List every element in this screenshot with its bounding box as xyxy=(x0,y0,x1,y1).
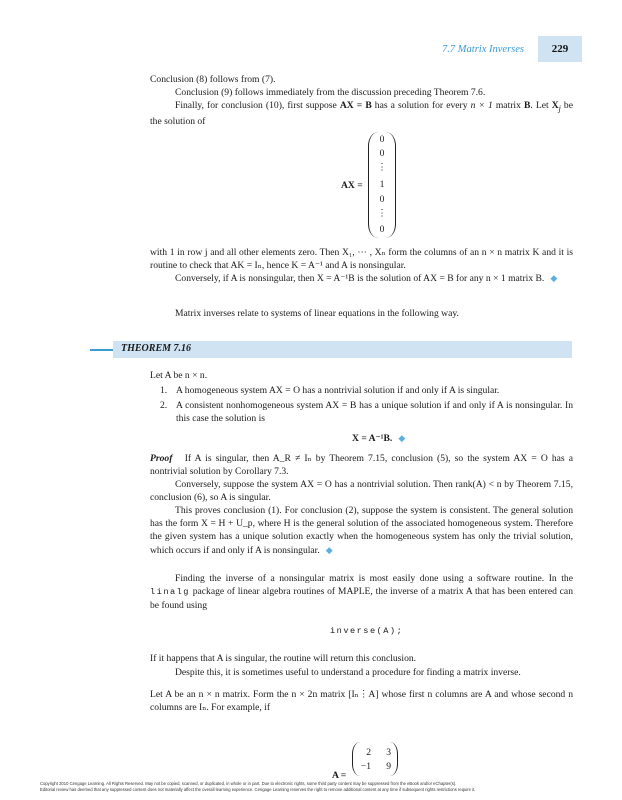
paragraph-despite: Despite this, it is sometimes useful to understand a procedure for finding a matrix inverse. xyxy=(175,667,521,678)
paragraph-singular: If it happens that A is singular, the routine will return this conclusion. xyxy=(150,653,417,664)
vector-entry: ⋮ xyxy=(377,208,387,219)
theorem-label: THEOREM 7.16 xyxy=(121,343,192,354)
vector-entry: 0 xyxy=(379,224,385,235)
paragraph-conclusion-10: Finally, for conclusion (10), first suppose AX = B has a solution for every n × 1 matrix B. Let $X_j$ be the solution of xyxy=(150,100,573,128)
theorem-intro: Let A be n × n. xyxy=(150,370,208,381)
paragraph-conclusion-8: Conclusion (8) follows from (7). xyxy=(150,74,276,85)
copyright-line: Copyright 2010 Cengage Learning. All Rights Reserved. May not be copied, scanned, or duplicated, in whole or in part. Due to electronic rights, some third party content may be suppressed from the eBook and/or eChapter(s). xyxy=(40,781,457,786)
running-header xyxy=(442,36,582,62)
section-title: 7.7 Matrix Inverses xyxy=(442,43,524,55)
vector-entry: 1 xyxy=(379,179,385,190)
editorial-line: Editorial review has deemed that any suppressed content does not materially affect the overall learning experience. Cengage Learning reserves the right to remove additional content at any time if subsequent rights restrictions require it. xyxy=(40,787,476,792)
page-number: 229 xyxy=(538,36,582,62)
paragraph-conversely: Conversely, if A is nonsingular, then X = A⁻¹B is the solution of AX = B for any n × 1 matrix B. ◆ xyxy=(175,273,558,284)
matrix-cell: −1 xyxy=(360,761,371,772)
paragraph-row-j: with 1 in row j and all other elements zero. Then X₁, ⋯ , Xₙ form the columns of an n × n matrix K and it is routine to check that AK = Iₙ, hence K = A⁻¹ and A is nonsingular. xyxy=(150,247,573,272)
paragraph-conclusion-9: Conclusion (9) follows immediately from the discussion preceding Theorem 7.6. xyxy=(175,87,486,98)
vector-entry: 0 xyxy=(379,194,385,205)
column-vector xyxy=(368,132,396,238)
example-matrix xyxy=(352,742,398,776)
paragraph-relate: Matrix inverses relate to systems of linear equations in the following way. xyxy=(175,308,459,319)
matrix-cell: 9 xyxy=(386,761,391,772)
proof-paragraph-1: Proof If A is singular, then A_R ≠ Iₙ by Theorem 7.15, conclusion (5), so the system AX = O has a nontrivial solution by Corollary 7.3. xyxy=(150,453,573,478)
proof-paragraph-2: Conversely, suppose the system AX = O has a nontrivial solution. Then rank(A) < n by Theorem 7.15, conclusion (6), so A is singular. xyxy=(150,479,573,504)
paragraph-maple: Finding the inverse of a nonsingular matrix is most easily done using a software routine. In the linalg package of linear algebra routines of MAPLE, the inverse of a matrix A that has been entered can be found using xyxy=(150,573,573,612)
end-theorem-diamond-icon: ◆ xyxy=(398,433,406,443)
theorem-item-2: 2. A consistent nonhomogeneous system AX = B has a unique solution if and only if A is nonsingular. In this case the solution is xyxy=(160,400,573,425)
end-proof-diamond-icon: ◆ xyxy=(325,544,333,555)
matrix-label: A = xyxy=(332,770,347,781)
theorem-item-1: 1. A homogeneous system AX = O has a nontrivial solution if and only if A is singular. xyxy=(160,385,500,396)
matrix-cell: 3 xyxy=(386,747,391,758)
matrix-cell: 2 xyxy=(366,747,371,758)
proof-paragraph-3: This proves conclusion (1). For conclusion (2), suppose the system is consistent. The general solution has the form X = H + U_p, where H is the general solution of the associated homogeneous system. Therefore the given system has a unique solution exactly when the homogeneous system has only the trivial solution, which occurs if and only if A is nonsingular. ◆ xyxy=(150,505,573,556)
vector-entry: 0 xyxy=(379,134,385,145)
ax-label: AX = xyxy=(341,180,363,191)
vector-entry: ⋮ xyxy=(377,162,387,173)
theorem-solution: X = A⁻¹B. ◆ xyxy=(352,433,406,444)
end-proof-diamond-icon: ◆ xyxy=(550,273,558,283)
vector-entry: 0 xyxy=(379,148,385,159)
code-inverse: inverse(A); xyxy=(330,626,404,636)
paragraph-form-matrix: Let A be an n × n matrix. Form the n × 2n matrix [Iₙ⋮A] whose first n columns are A and whose second n columns are Iₙ. For example, if xyxy=(150,689,573,714)
